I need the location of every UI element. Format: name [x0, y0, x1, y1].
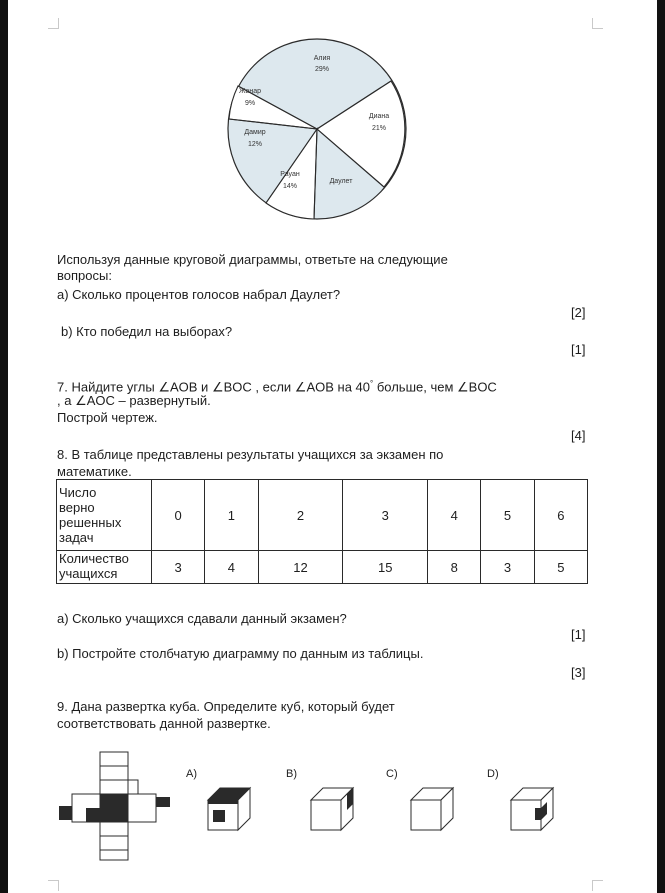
pie-label-zhanar-value: 9%	[244, 100, 256, 107]
table-row-students	[57, 551, 588, 584]
q8-question-a: a) Сколько учащихся сдавали данный экзамен?	[57, 611, 347, 626]
net-mark-top	[128, 780, 138, 794]
table-header-tasks-line3: решенных	[59, 515, 122, 530]
table-header-tasks-line1: Число	[59, 485, 97, 500]
pie-label-damir-value: 12%	[247, 141, 263, 148]
q6-b-points: [1]	[571, 342, 586, 357]
q8-line1: 8. В таблице представлены результаты учащихся за экзамен по	[57, 447, 444, 462]
table-header-tasks-line2: верно	[59, 500, 95, 515]
table-cell: 1	[205, 480, 258, 551]
q7-angle-boc: ∠BOC	[211, 379, 252, 395]
results-table	[56, 479, 588, 584]
q8-line2: математике.	[57, 464, 132, 479]
q7-text-straight: – развернутый.	[114, 393, 211, 408]
q6-intro-line1: Используя данные круговой диаграммы, ответьте на следующие	[57, 252, 448, 267]
q7-line3: Построй чертеж.	[57, 410, 158, 425]
q8-a-points: [1]	[571, 627, 586, 642]
q9-line2: соответствовать данной развертке.	[57, 716, 271, 731]
q7-text-on: на 40	[333, 379, 370, 395]
table-row-tasks	[57, 480, 588, 551]
pie-label-rauan-name: Рауан	[280, 171, 300, 178]
pie-label-daulet-name: Даулет	[329, 178, 353, 185]
cube-net	[57, 750, 177, 862]
cube-option-b[interactable]	[309, 786, 359, 834]
table-header-tasks-line4: задач	[59, 530, 94, 545]
q7-angle-aob-2: ∠AOB	[294, 379, 334, 395]
net-mark-right	[156, 797, 170, 807]
crop-mark-bottom-left	[48, 880, 59, 891]
crop-mark-bottom-right	[592, 880, 603, 891]
q6-a-points: [2]	[571, 305, 586, 320]
q7-points: [4]	[571, 428, 586, 443]
pie-label-zhanar-name: Жанар	[238, 88, 262, 95]
q7-text-more: больше, чем	[373, 379, 457, 395]
option-d-label[interactable]: D)	[487, 768, 499, 780]
net-face-right	[128, 794, 156, 822]
net-face-top-2	[100, 766, 128, 780]
q7-line1	[57, 376, 497, 394]
table-cell: 5	[481, 480, 534, 551]
option-b-label[interactable]: B)	[286, 768, 297, 780]
table-cell: 4	[205, 551, 258, 584]
pie-label-aliya-value: 29%	[314, 66, 330, 73]
q7-text-and: и	[197, 379, 212, 395]
table-header-students	[57, 551, 152, 584]
option-a-label[interactable]: A)	[186, 768, 197, 780]
pie-label-diana-name: Диана	[368, 113, 390, 120]
q7-angle-aob: ∠AOB	[158, 379, 198, 395]
crop-mark-top-left	[48, 18, 59, 29]
crop-mark-top-right	[592, 18, 603, 29]
pie-label-aliya-name: Алия	[313, 55, 331, 62]
net-face-bottom-1	[100, 822, 128, 836]
table-header-tasks	[57, 480, 152, 551]
q8-question-b: b) Постройте столбчатую диаграмму по данным из таблицы.	[57, 646, 424, 661]
left-frame-edge	[0, 0, 8, 893]
table-cell: 3	[481, 551, 534, 584]
table-header-students-line1: Количество	[59, 551, 129, 566]
cube-option-d[interactable]	[509, 786, 559, 834]
right-frame-edge	[657, 0, 665, 893]
q7-line2	[57, 393, 211, 408]
q6-question-a: a) Сколько процентов голосов набрал Даулет?	[57, 287, 341, 302]
q7-text-if: , если	[251, 379, 295, 395]
q7-degree: °	[370, 379, 374, 388]
q7-text-and-2: , а	[57, 393, 76, 408]
table-cell: 3	[343, 480, 428, 551]
q7-angle-aoc: ∠AOC	[75, 393, 115, 408]
net-face-top-1	[100, 752, 128, 766]
pie-label-diana-value: 21%	[371, 125, 387, 132]
table-cell: 0	[152, 480, 205, 551]
table-cell: 12	[258, 551, 343, 584]
net-face-bottom-2	[100, 836, 128, 850]
q7-text-find: 7. Найдите углы	[57, 379, 159, 395]
q8-b-points: [3]	[571, 665, 586, 680]
net-face-top-3	[100, 780, 128, 794]
option-c-label[interactable]: C)	[386, 768, 398, 780]
table-header-students-line2: учащихся	[59, 566, 118, 581]
net-face-center	[100, 794, 128, 822]
table-cell: 2	[258, 480, 343, 551]
table-cell: 6	[534, 480, 587, 551]
pie-chart	[226, 37, 410, 223]
pie-label-rauan-value: 14%	[282, 183, 298, 190]
net-mark-left-inner	[86, 808, 100, 822]
table-cell: 15	[343, 551, 428, 584]
cube-option-c[interactable]	[409, 786, 459, 834]
pie-label-damir-name: Дамир	[244, 129, 266, 136]
table-cell: 5	[534, 551, 587, 584]
cube-option-a[interactable]	[206, 786, 256, 834]
q6-intro-line2: вопросы:	[57, 268, 112, 283]
table-cell: 4	[428, 480, 481, 551]
net-face-bottom-3	[100, 850, 128, 860]
q9-line1: 9. Дана развертка куба. Определите куб, который будет	[57, 699, 395, 714]
table-cell: 8	[428, 551, 481, 584]
q6-question-b: b) Кто победил на выборах?	[61, 324, 233, 339]
net-mark-left	[59, 806, 72, 820]
table-cell: 3	[152, 551, 205, 584]
q7-angle-boc-2: ∠BOC	[457, 379, 497, 395]
